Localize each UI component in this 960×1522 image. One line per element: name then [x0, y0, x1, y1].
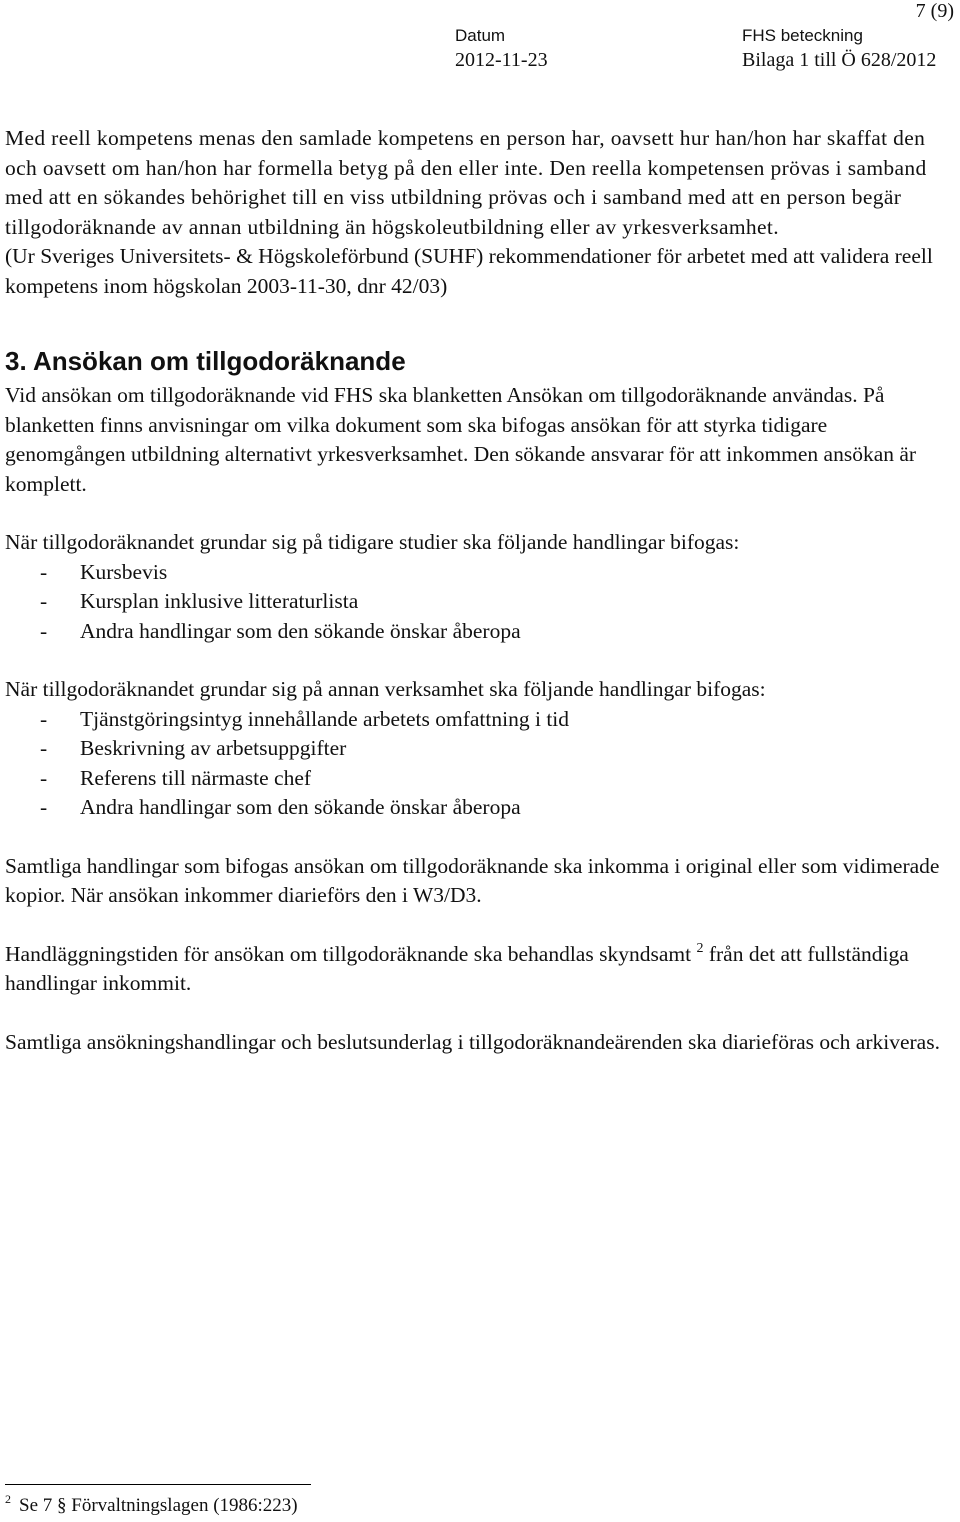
processing-time-paragraph: Handläggningstiden för ansökan om tillgodoräknande ska behandlas skyndsamt $^2$ från det att fullständiga handlingar inkommit.	[5, 940, 909, 995]
originals-paragraph: Samtliga handlingar som bifogas ansökan om tillgodoräknande ska inkomma i original eller som vidimerade kopior. När ansökan inkommer diarieförs den i W3/D3.	[5, 853, 940, 907]
list-item: - Beskrivning av arbetsuppgifter	[40, 736, 347, 760]
work-document-list	[5, 705, 945, 823]
date-value: 2012-11-23	[455, 49, 548, 71]
date-label: Datum	[455, 26, 506, 45]
footnote-divider	[5, 1484, 311, 1485]
source-citation: (Ur Sveriges Universitets- & Högskoleförbund (SUHF) rekommendationer för arbetet med att validera reell kompetens inom högskolan 2003-11-30, dnr 42/03)	[5, 244, 933, 298]
footnote-text: Se 7 § Förvaltningslagen (1986:223)	[19, 1495, 298, 1516]
studies-intro: När tillgodoräknandet grundar sig på tidigare studier ska följande handlingar bifogas:	[5, 530, 740, 554]
list-item: - Tjänstgöringsintyg innehållande arbetets omfattning i tid	[40, 706, 570, 731]
reell-kompetens-definition: Med reell kompetens menas den samlade kompetens en person har, oavsett hur han/hon har skaffat den och oavsett om han/hon har formella betyg på den eller inte. Den reella kompetensen prövas i samband med att en sökandes behörighet till en viss utbildning prövas och i samband med att en person begär tillgodoräknande av annan utbildning än högskoleutbildning eller av yrkesverksamhet.	[5, 126, 927, 239]
reference-value: Bilaga 1 till Ö 628/2012	[742, 49, 937, 71]
list-item: - Andra handlingar som den sökande önskar åberopa	[40, 795, 521, 819]
header-date-block	[455, 26, 548, 72]
document-body	[5, 124, 945, 1057]
footnote	[5, 1494, 298, 1518]
page-number: 7 (9)	[915, 0, 954, 22]
list-item: - Kursplan inklusive litteraturlista	[40, 589, 359, 613]
header-reference-block	[742, 26, 936, 72]
list-item: - Andra handlingar som den sökande önskar åberopa	[40, 618, 521, 643]
section-heading: 3. Ansökan om tillgodoräknande	[5, 346, 406, 376]
footnote-reference[interactable]: 2	[696, 940, 704, 956]
studies-document-list	[5, 558, 945, 647]
list-item: - Kursbevis	[40, 559, 168, 584]
work-intro: När tillgodoräknandet grundar sig på annan verksamhet ska följande handlingar bifogas:	[5, 677, 766, 701]
archiving-paragraph: Samtliga ansökningshandlingar och beslutsunderlag i tillgodoräknandeärenden ska diarieföras och arkiveras.	[5, 1029, 940, 1054]
reference-label: FHS beteckning	[742, 26, 863, 45]
application-paragraph: Vid ansökan om tillgodoräknande vid FHS ska blanketten Ansökan om tillgodoräknande användas. På blanketten finns anvisningar om vilka dokument som ska bifogas ansökan för att styrka tidigare genomgången utbildning alternativt yrkesverksamhet. Den sökande ansvarar för att inkommen ansökan är komplett.	[5, 383, 917, 496]
footnote-number: 2	[5, 1492, 11, 1506]
list-item: - Referens till närmaste chef	[40, 765, 312, 790]
